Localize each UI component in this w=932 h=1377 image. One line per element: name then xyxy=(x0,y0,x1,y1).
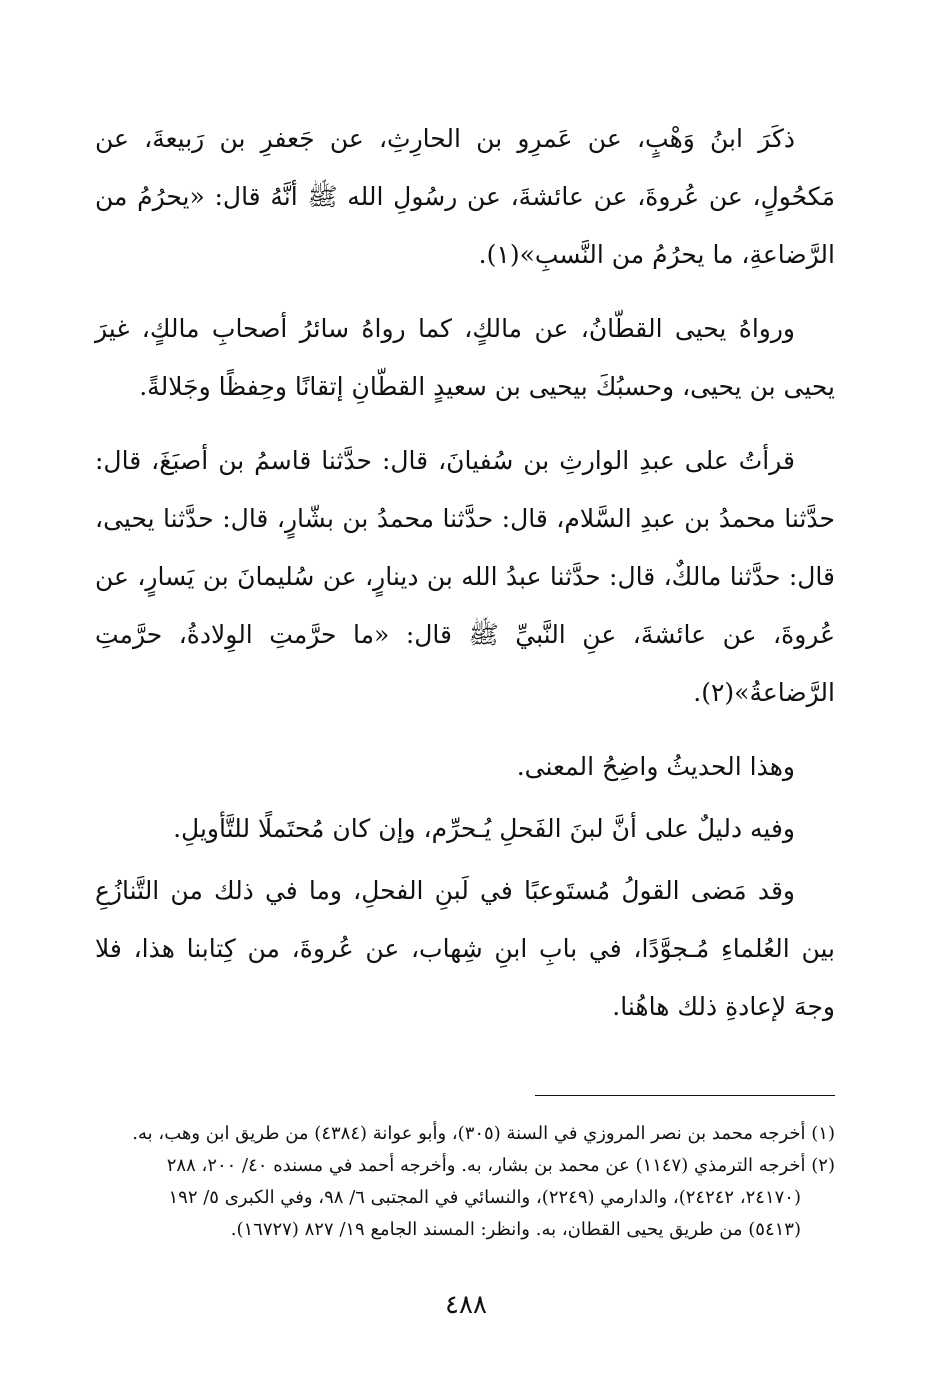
paragraph: وفيه دليلٌ على أنَّ لبنَ الفَحلِ يُـحرِّم، وإن كان مُحتَملًا للتَّأويلِ. xyxy=(173,814,795,843)
paragraph: ذكَرَ ابنُ وَهْبٍ، عن عَمرِو بن الحارِثِ، عن جَعفرِ بن رَبيعةَ، عن مَكحُولٍ، عن عُروةَ، عن عائشةَ، عن رسُولِ الله ﷺ أنَّهُ قال: «يحرُمُ من الرَّضاعةِ، ما يحرُمُ من النَّسبِ»(١). xyxy=(95,124,835,269)
paragraph: ورواهُ يحيى القطّانُ، عن مالكٍ، كما رواهُ سائرُ أصحابِ مالكٍ، غيرَ يحيى بن يحيى، وحسبُكَ بيحيى بن سعيدٍ القطّانِ إتقانًا وحِفظًا وجَلالةً. xyxy=(95,314,835,401)
footnote-divider xyxy=(535,1095,835,1096)
main-text xyxy=(95,110,835,1052)
footnote: (١) أخرجه محمد بن نصر المروزي في السنة (٣٠٥)، وأبو عوانة (٤٣٨٤) من طريق ابن وهب، به. xyxy=(132,1123,835,1144)
footnote-continuation: (٢٤١٧٠، ٢٤٢٤٢)، والدارمي (٢٢٤٩)، والنسائي في المجتبى ٦/ ٩٨، وفي الكبرى ٥/ ١٩٢ xyxy=(168,1187,801,1208)
footnotes xyxy=(95,1118,835,1246)
paragraph: وهذا الحديثُ واضِحُ المعنى. xyxy=(516,752,795,781)
paragraph: قرأتُ على عبدِ الوارثِ بن سُفيانَ، قال: حدَّثنا قاسمُ بن أصبَغَ، قال: حدَّثنا محمدُ بن عبدِ السَّلام، قال: حدَّثنا محمدُ بن بشّارٍ، قال: حدَّثنا يحيى، قال: حدَّثنا مالكٌ، قال: حدَّثنا عبدُ الله بن دينارٍ، عن سُليمانَ بن يَسارٍ، عن عُروةَ، عن عائشةَ، عنِ النَّبيِّ ﷺ قال: «ما حرَّمتِ الوِلادةُ، حرَّمتِ الرَّضاعةُ»(٢). xyxy=(95,446,835,707)
paragraph: وقد مَضى القولُ مُستَوعبًا في لَبنِ الفحلِ، وما في ذلك من التَّنازُعِ بين العُلماءِ مُـجوَّدًا، في بابِ ابنِ شِهاب، عن عُروةَ، من كِتابنا هذا، فلا وجهَ لإعادةِ ذلك هاهُنا. xyxy=(95,876,835,1021)
page-number: ٤٨٨ xyxy=(445,1290,487,1320)
footnote-continuation: (٥٤١٣) من طريق يحيى القطان، به. وانظر: المسند الجامع ١٩/ ٨٢٧ (١٦٧٢٧). xyxy=(230,1219,801,1240)
footnote: (٢) أخرجه الترمذي (١١٤٧) عن محمد بن بشار، به. وأخرجه أحمد في مسنده ٤٠/ ٢٠٠، ٢٨٨ xyxy=(166,1155,835,1176)
